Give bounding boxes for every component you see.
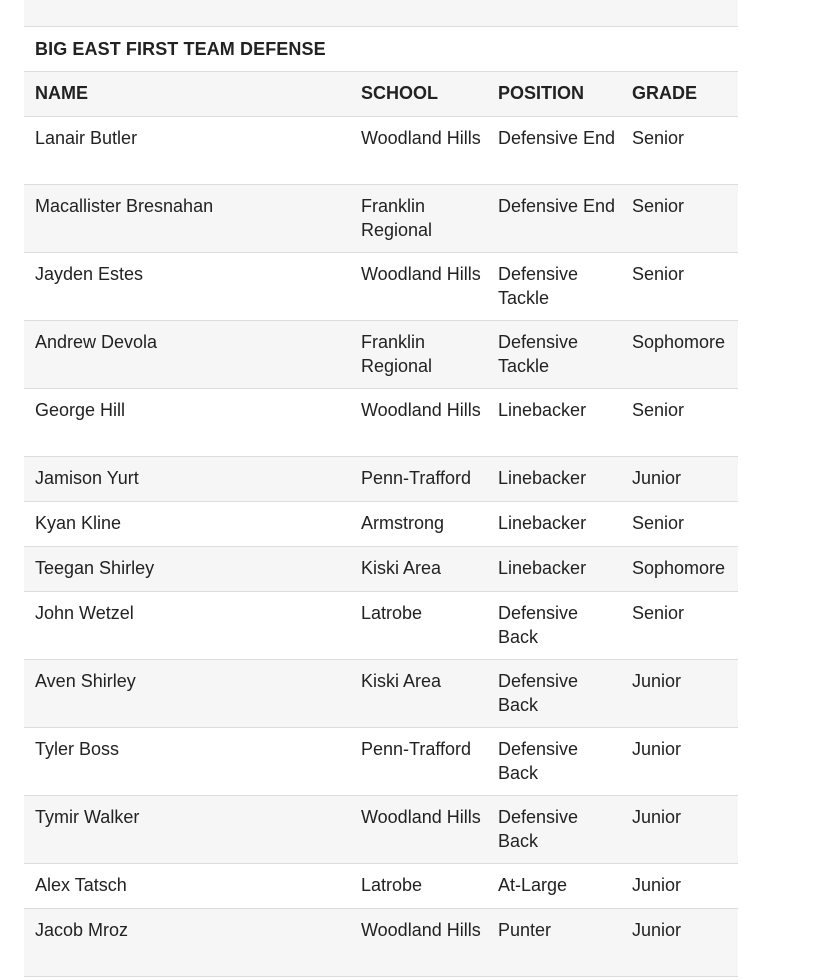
cell-grade: Junior: [632, 468, 682, 488]
cell-school: Penn-Trafford: [361, 739, 472, 759]
cell-school: Armstrong: [361, 513, 445, 533]
cell-name: Lanair Butler: [35, 128, 138, 148]
table-row: [24, 389, 738, 457]
table-row: [24, 728, 738, 796]
cell-name: John Wetzel: [35, 603, 134, 623]
cell-name: Tyler Boss: [35, 739, 120, 759]
table-row: [24, 864, 738, 909]
cell-position: Punter: [498, 920, 552, 940]
table-row: [24, 321, 738, 389]
cell-school: Latrobe: [361, 603, 423, 623]
cell-grade: Junior: [632, 807, 682, 827]
defense-table: [24, 0, 738, 977]
cell-school: Woodland Hills: [361, 128, 481, 148]
table-row: [24, 796, 738, 864]
table-row: [24, 660, 738, 728]
cell-name: Andrew Devola: [35, 332, 158, 352]
cell-name: Alex Tatsch: [35, 875, 127, 895]
cell-grade: Junior: [632, 671, 682, 691]
cell-position: Defensive End: [498, 196, 616, 216]
header-position: POSITION: [498, 83, 585, 104]
cell-position: Defensive Tackle: [498, 332, 579, 376]
table-row: [24, 909, 738, 977]
cell-position: Defensive End: [498, 128, 616, 148]
header-grade: GRADE: [632, 83, 698, 104]
cell-grade: Senior: [632, 264, 685, 284]
cell-grade: Senior: [632, 400, 685, 420]
cell-school: Penn-Trafford: [361, 468, 472, 488]
table-row: [24, 117, 738, 185]
cell-position: Defensive Back: [498, 603, 579, 647]
cell-school: Woodland Hills: [361, 920, 481, 940]
table-row: [24, 185, 738, 253]
cell-grade: Senior: [632, 128, 685, 148]
cell-name: Kyan Kline: [35, 513, 122, 533]
cell-grade: Junior: [632, 875, 682, 895]
cell-grade: Senior: [632, 196, 685, 216]
cell-name: Jamison Yurt: [35, 468, 139, 488]
cell-grade: Junior: [632, 920, 682, 940]
cell-school: Franklin Regional: [361, 332, 433, 376]
table-row: [24, 457, 738, 502]
cell-name: Aven Shirley: [35, 671, 136, 691]
cell-position: Defensive Back: [498, 739, 579, 783]
cell-position: Linebacker: [498, 468, 587, 488]
cell-name: Jayden Estes: [35, 264, 144, 284]
cell-position: Defensive Back: [498, 671, 579, 715]
header-name: NAME: [35, 83, 88, 104]
cell-school: Woodland Hills: [361, 807, 481, 827]
table-row: [24, 592, 738, 660]
table-header-row: [24, 72, 738, 117]
cell-grade: Senior: [632, 603, 685, 623]
cell-grade: Sophomore: [632, 332, 726, 352]
cell-grade: Sophomore: [632, 558, 726, 578]
cell-position: Linebacker: [498, 400, 587, 420]
table-row: [24, 547, 738, 592]
table-row: [24, 253, 738, 321]
table-row: [24, 502, 738, 547]
cell-name: Tymir Walker: [35, 807, 140, 827]
cell-grade: Junior: [632, 739, 682, 759]
cell-school: Woodland Hills: [361, 264, 481, 284]
cell-school: Woodland Hills: [361, 400, 481, 420]
cell-name: Jacob Mroz: [35, 920, 129, 940]
cell-school: Kiski Area: [361, 671, 442, 691]
cell-name: Macallister Bresnahan: [35, 196, 214, 216]
cell-name: George Hill: [35, 400, 126, 420]
table-caption: BIG EAST FIRST TEAM DEFENSE: [24, 27, 738, 72]
cell-grade: Senior: [632, 513, 685, 533]
cell-name: Teegan Shirley: [35, 558, 155, 578]
header-school: SCHOOL: [361, 83, 439, 104]
cell-school: Kiski Area: [361, 558, 442, 578]
cell-position: Linebacker: [498, 513, 587, 533]
cell-position: Linebacker: [498, 558, 587, 578]
cell-school: Latrobe: [361, 875, 423, 895]
cell-position: At-Large: [498, 875, 568, 895]
cell-position: Defensive Tackle: [498, 264, 579, 308]
cell-school: Franklin Regional: [361, 196, 433, 240]
table-top-strip: [24, 0, 738, 27]
cell-position: Defensive Back: [498, 807, 579, 851]
